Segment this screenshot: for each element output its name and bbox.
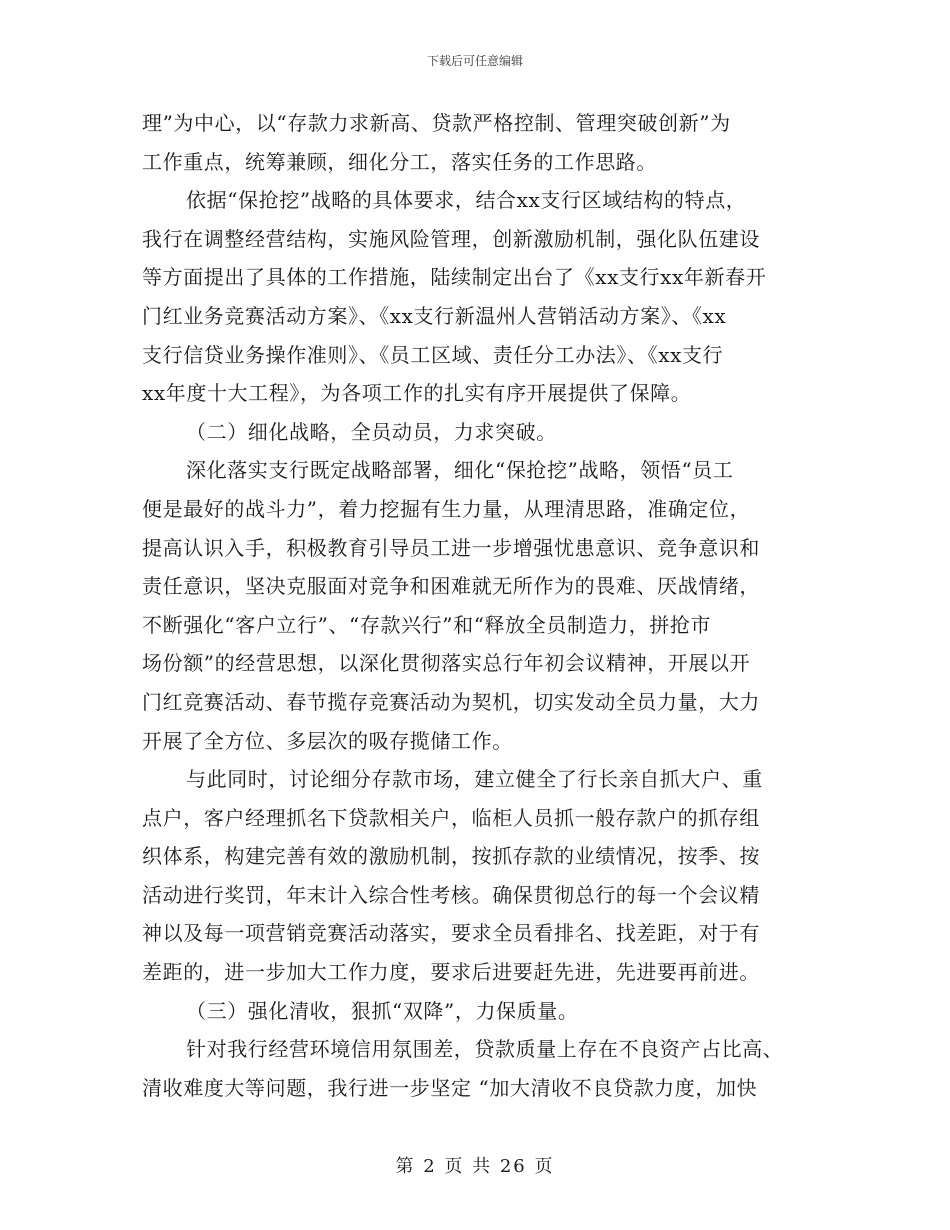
text-line: 工作重点，统筹兼顾，细化分工，落实任务的工作思路。 [142,149,657,174]
text-line: 活动进行奖罚，年末计入综合性考核。确保贯彻总行的每一个会议精 [142,882,760,907]
text-line: 便是最好的战斗力”，着力挖掘有生力量，从理清思路，准确定位， [142,496,751,521]
text-line: 提高认识入手，积极教育引导员工进一步增强忧患意识、竞争意识和 [142,535,760,560]
text-line: 支行信贷业务操作准则》、《员工区域、责任分工办法》、《xx支行 [142,342,724,367]
paragraph-start-line: 依据“保抢挖”战略的具体要求，结合xx支行区域结构的特点， [186,188,747,213]
paragraph-start-line: 针对我行经营环境信用氛围差，贷款质量上存在不良资产占比高、 [186,1037,784,1062]
section-heading: （三）强化清收，狠抓“双降”，力保质量。 [186,998,579,1023]
text-line: 神以及每一项营销竞赛活动落实，要求全员看排名、找差距，对于有 [142,921,760,946]
section-heading: （二）细化战略，全员动员，力求突破。 [186,419,557,444]
text-line: 点户，客户经理抓名下贷款相关户，临柜人员抓一般存款户的抓存组 [142,805,760,830]
paragraph-start-line: 深化落实支行既定战略部署，细化“保抢挖”战略，领悟“员工 [186,458,734,483]
text-line: 我行在调整经营结构，实施风险管理，创新激励机制，强化队伍建设 [142,226,760,251]
text-line: 责任意识，坚决克服面对竞争和困难就无所作为的畏难、厌战情绪， [142,574,760,599]
text-line: 门红竞赛活动、春节揽存竞赛活动为契机，切实发动全员力量，大力 [142,689,760,714]
text-line: 门红业务竞赛活动方案》、《xx支行新温州人营销活动方案》、《xx [142,303,727,328]
text-line: 不断强化“客户立行”、“存款兴行”和“释放全员制造力，拼抢市 [142,612,712,637]
page-header-note: 下载后可任意编辑 [426,54,523,68]
text-line: xx年度十大工程》，为各项工作的扎实有序开展提供了保障。 [142,381,692,406]
paragraph-start-line: 与此同时，讨论细分存款市场，建立健全了行长亲自抓大户、重 [186,767,763,792]
text-line: 开展了全方位、多层次的吸存揽储工作。 [142,728,513,753]
document-body [142,104,807,1107]
page-number-footer: 第 2 页 共 26 页 [395,1156,555,1177]
text-line: 织体系，构建完善有效的激励机制，按抓存款的业绩情况，按季、按 [142,844,760,869]
text-line: 理”为中心，以“存款力求新高、贷款严格控制、管理突破创新”为 [142,111,731,135]
text-line: 场份额”的经营思想，以深化贯彻落实总行年初会议精神，开展以开 [142,651,751,676]
text-line: 等方面提出了具体的工作措施，陆续制定出台了《xx支行xx年新春开 [142,265,767,290]
text-line: 差距的，进一步加大工作力度，要求后进要赶先进，先进要再前进。 [142,960,760,985]
text-line: 清收难度大等问题，我行进一步坚定 “加大清收不良贷款力度，加快 [142,1075,758,1100]
